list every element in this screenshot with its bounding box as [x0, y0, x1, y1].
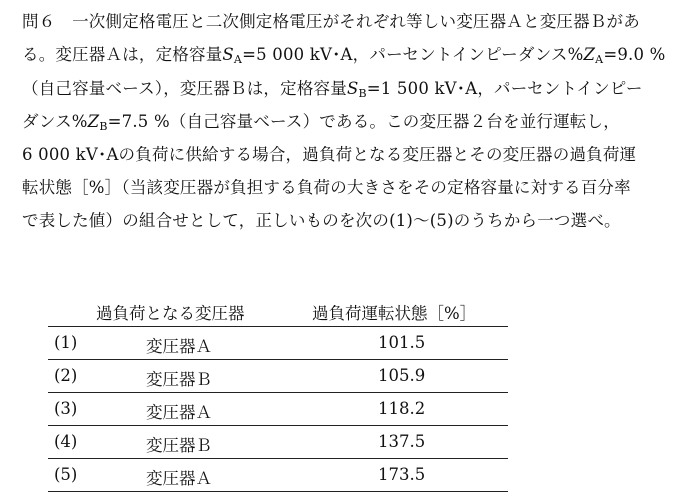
- transformer-name: 変圧器Ｂ: [146, 370, 212, 389]
- transformer-name: 変圧器Ａ: [146, 337, 212, 356]
- choice-number: (5): [54, 465, 78, 484]
- line-3-value: =1 500 kV･A，パーセントインピー: [366, 79, 643, 98]
- subscript-b: B: [99, 120, 108, 133]
- subscript-b: B: [358, 87, 367, 100]
- question-line-4-text: ダンス: [22, 112, 72, 131]
- overload-value: 118.2: [378, 399, 426, 418]
- table-row: [48, 425, 508, 458]
- transformer-name: 変圧器Ａ: [146, 469, 212, 488]
- question-line-3: [22, 79, 643, 104]
- symbol-z: Z: [87, 112, 100, 131]
- table-row: [48, 392, 508, 425]
- overload-value: 105.9: [378, 366, 426, 385]
- line-2-value-2: =9.0 %: [603, 45, 666, 64]
- question-line-2-text: る。変圧器Ａは，定格容量: [22, 45, 223, 64]
- subscript-a: A: [233, 53, 243, 66]
- table-row: [48, 359, 508, 392]
- header-overload-state: 過負荷運転状態［%］: [312, 304, 477, 323]
- symbol-s: S: [222, 45, 234, 64]
- table-row: [48, 458, 508, 492]
- choice-number: (2): [54, 366, 78, 385]
- symbol-s: S: [346, 79, 359, 98]
- overload-value: 101.5: [378, 333, 426, 352]
- percent-sign: %: [71, 112, 88, 131]
- header-overloaded-transformer: 過負荷となる変圧器: [96, 304, 245, 323]
- symbol-z: Z: [583, 45, 596, 64]
- question-line-4: [22, 112, 620, 137]
- table-header: [48, 296, 508, 324]
- choice-number: (4): [54, 432, 78, 451]
- line-2-value: =5 000 kV･A，パーセントインピーダンス%: [242, 45, 584, 64]
- overload-value: 173.5: [378, 465, 426, 484]
- line-4-value: =7.5 %（自己容量ベース）である。この変圧器２台を並行運転し，: [107, 112, 620, 131]
- question-line-5: 6 000 kV･Aの負荷に供給する場合，過負荷となる変圧器とその変圧器の過負荷運: [22, 145, 637, 164]
- subscript-a: A: [595, 53, 604, 66]
- overload-value: 137.5: [378, 432, 426, 451]
- question-line-2: [22, 45, 666, 70]
- question-line-3-text: （自己容量ベース），変圧器Ｂは，定格容量: [22, 79, 347, 98]
- transformer-name: 変圧器Ｂ: [146, 436, 212, 455]
- question-line-6: 転状態［%］（当該変圧器が負担する負荷の大きさをその定格容量に対する百分率: [22, 178, 631, 197]
- question-line-1: 問６ 一次側定格電圧と二次側定格電圧がそれぞれ等しい変圧器Ａと変圧器Ｂがあ: [22, 12, 640, 31]
- transformer-name: 変圧器Ａ: [146, 403, 212, 422]
- question-line-7: で表した値）の組合せとして，正しいものを次の(1)〜(5)のうちから一つ選べ。: [22, 211, 621, 230]
- table-row: [48, 326, 508, 359]
- choice-number: (3): [54, 399, 78, 418]
- choice-number: (1): [54, 333, 78, 352]
